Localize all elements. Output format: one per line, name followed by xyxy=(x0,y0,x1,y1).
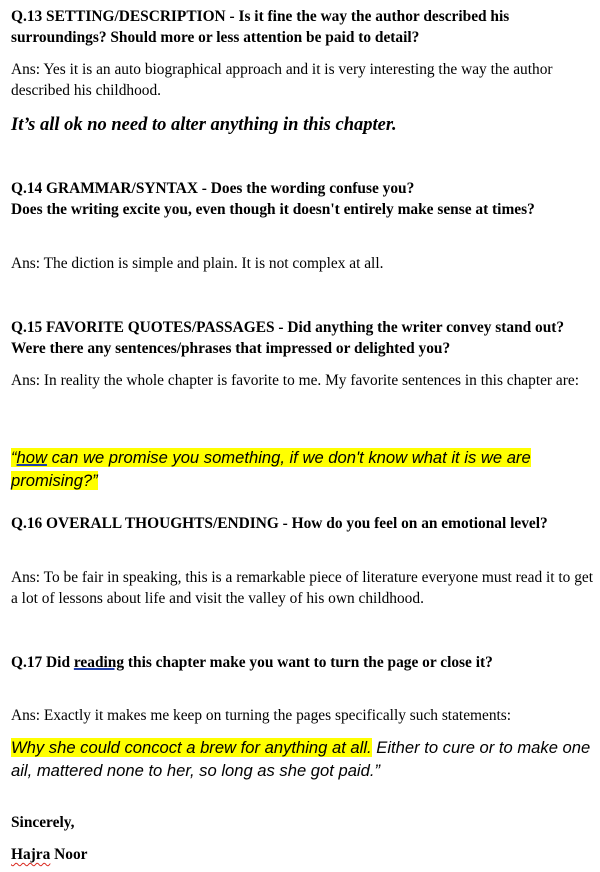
q13-answer: Ans: Yes it is an auto biographical approach and it is very interesting the way the author described his childhood. xyxy=(11,61,553,99)
q15-quote-highlight xyxy=(11,448,531,490)
q17-quote xyxy=(11,736,595,782)
closing-name-last: Noor xyxy=(50,846,88,863)
q15-answer: Ans: In reality the whole chapter is favorite to me. My favorite sentences in this chapter are: xyxy=(11,372,579,389)
q15-quote xyxy=(11,446,595,492)
q15-quote-open: “ xyxy=(11,448,17,467)
q15-quote-rest: can we promise you something, if we don't know what it is we are promising?” xyxy=(11,448,531,490)
q17-question-after: this chapter make you want to turn the page or close it? xyxy=(124,654,493,671)
q17-question-before: Q.17 Did xyxy=(11,654,74,671)
q17-question xyxy=(11,652,595,673)
q14-question-line1: Q.14 GRAMMAR/SYNTAX - Does the wording confuse you? xyxy=(11,180,415,197)
closing-name xyxy=(11,844,595,865)
q16-answer: Ans: To be fair in speaking, this is a remarkable piece of literature everyone must read it to get a lot of lessons about life and visit the valley of his own childhood. xyxy=(11,569,594,607)
q17-quote-rest: Either to cure or to make one ail, mattered none to her, so long as she got paid.” xyxy=(11,738,591,780)
q15-question: Q.15 FAVORITE QUOTES/PASSAGES - Did anything the writer convey stand out? Were there any sentences/phrases that impressed or delighted you? xyxy=(11,319,565,357)
closing-name-first: Hajra xyxy=(11,846,51,863)
q16-question: Q.16 OVERALL THOUGHTS/ENDING - How do you feel on an emotional level? xyxy=(11,515,548,532)
q13-question: Q.13 SETTING/DESCRIPTION - Is it fine the way the author described his surroundings? Should more or less attention be paid to detail? xyxy=(11,8,510,46)
q15-quote-how: how xyxy=(16,448,47,467)
q14-question xyxy=(11,178,595,220)
closing-sincerely: Sincerely, xyxy=(11,814,75,831)
q17-quote-highlight: Why she could concoct a brew for anything at all. xyxy=(11,738,372,757)
q14-question-line2: Does the writing excite you, even though it doesn't entirely make sense at times? xyxy=(11,201,535,218)
q14-answer: Ans: The diction is simple and plain. It is not complex at all. xyxy=(11,255,384,272)
q17-question-reading: reading xyxy=(73,654,125,671)
q17-answer: Ans: Exactly it makes me keep on turning the pages specifically such statements: xyxy=(11,707,512,724)
q13-emphasis: It’s all ok no need to alter anything in this chapter. xyxy=(11,115,397,135)
